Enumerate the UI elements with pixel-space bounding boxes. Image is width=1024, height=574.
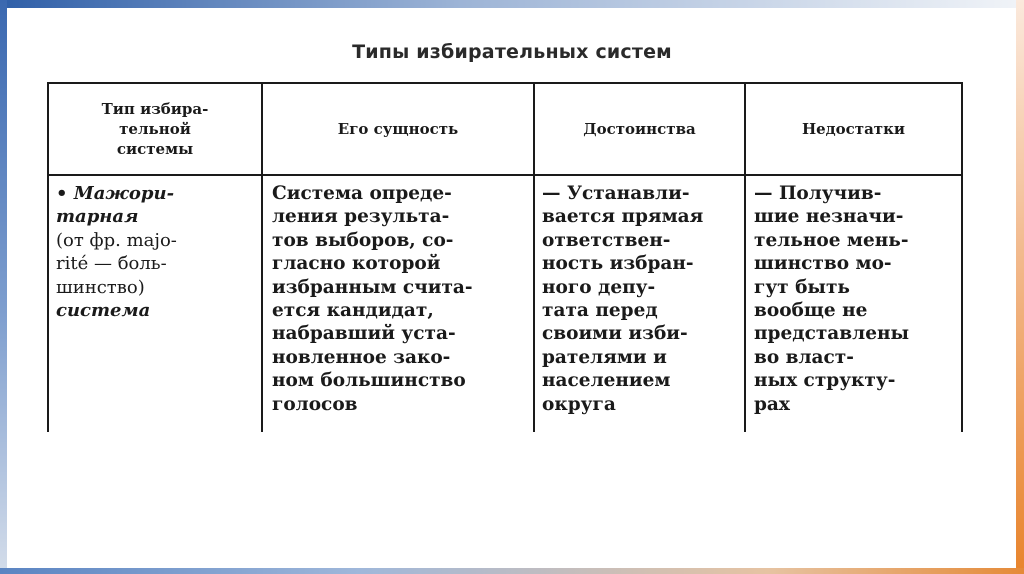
disadvantages-line: ных структу-: [754, 370, 896, 392]
cell-disadvantages: [754, 182, 959, 416]
advantages-line: своими изби-: [542, 323, 688, 345]
header-type-line-2: тельной: [119, 120, 191, 138]
header-type-line-3: системы: [116, 140, 194, 158]
advantages-line: ответствен-: [542, 229, 671, 251]
type-line-2: тарная: [56, 206, 139, 228]
type-line-1: Мажори-: [73, 183, 175, 204]
slide-frame-right: [1016, 0, 1024, 574]
cell-type: [56, 182, 256, 322]
essence-line: голосов: [272, 393, 358, 415]
type-line-4: rité — боль-: [56, 253, 167, 275]
type-line-5: шинство): [56, 276, 145, 298]
cell-advantages: [542, 182, 742, 416]
page-title: Типы избирательных систем: [352, 41, 672, 63]
disadvantages-line: вообще не: [754, 299, 868, 321]
electoral-systems-table: [47, 82, 963, 432]
type-line-3: (от фр. majo-: [56, 229, 177, 251]
disadvantages-line: рах: [754, 393, 790, 415]
disadvantages-line: шие незначи-: [754, 206, 904, 228]
disadvantages-line: тельное мень-: [754, 229, 909, 251]
advantages-line: рателями и: [542, 346, 667, 368]
disadvantages-line: шинство мо-: [754, 253, 892, 275]
essence-line: набравший уста-: [272, 323, 456, 345]
essence-line: новленное зако-: [272, 346, 451, 368]
essence-line: тов выборов, со-: [272, 229, 454, 251]
advantages-line: ного депу-: [542, 276, 656, 298]
cell-essence: [272, 182, 530, 416]
essence-line: избранным счита-: [272, 276, 473, 298]
bullet: •: [56, 183, 68, 204]
essence-line: Система опреде-: [272, 183, 452, 204]
slide-frame-top: [0, 0, 1024, 8]
type-line-6: система: [56, 299, 151, 321]
slide-frame-left: [0, 0, 7, 574]
essence-line: ления результа-: [272, 206, 450, 228]
disadvantages-line: представлены: [754, 323, 910, 345]
header-essence: Его сущность: [337, 120, 459, 138]
advantages-line: ность избран-: [542, 253, 694, 275]
disadvantages-line: гут быть: [754, 276, 850, 298]
header-disadvantages: Недостатки: [801, 120, 906, 138]
disadvantages-line: — Получив-: [754, 183, 882, 204]
table-right-border: [961, 82, 963, 432]
disadvantages-line: во власт-: [754, 346, 854, 368]
header-bottom-border: [47, 174, 963, 176]
essence-line: ется кандидат,: [272, 299, 434, 321]
advantages-line: — Устанавли-: [542, 183, 690, 204]
advantages-line: округа: [542, 393, 616, 415]
slide-frame-bottom: [0, 568, 1024, 574]
advantages-line: вается прямая: [542, 206, 704, 228]
header-type: [49, 84, 261, 174]
header-advantages: Достоинства: [583, 120, 696, 138]
essence-line: гласно которой: [272, 253, 441, 275]
advantages-line: тата перед: [542, 299, 658, 321]
essence-line: ном большинство: [272, 370, 466, 392]
header-type-line-1: Тип избира-: [101, 100, 209, 118]
advantages-line: населением: [542, 370, 671, 392]
